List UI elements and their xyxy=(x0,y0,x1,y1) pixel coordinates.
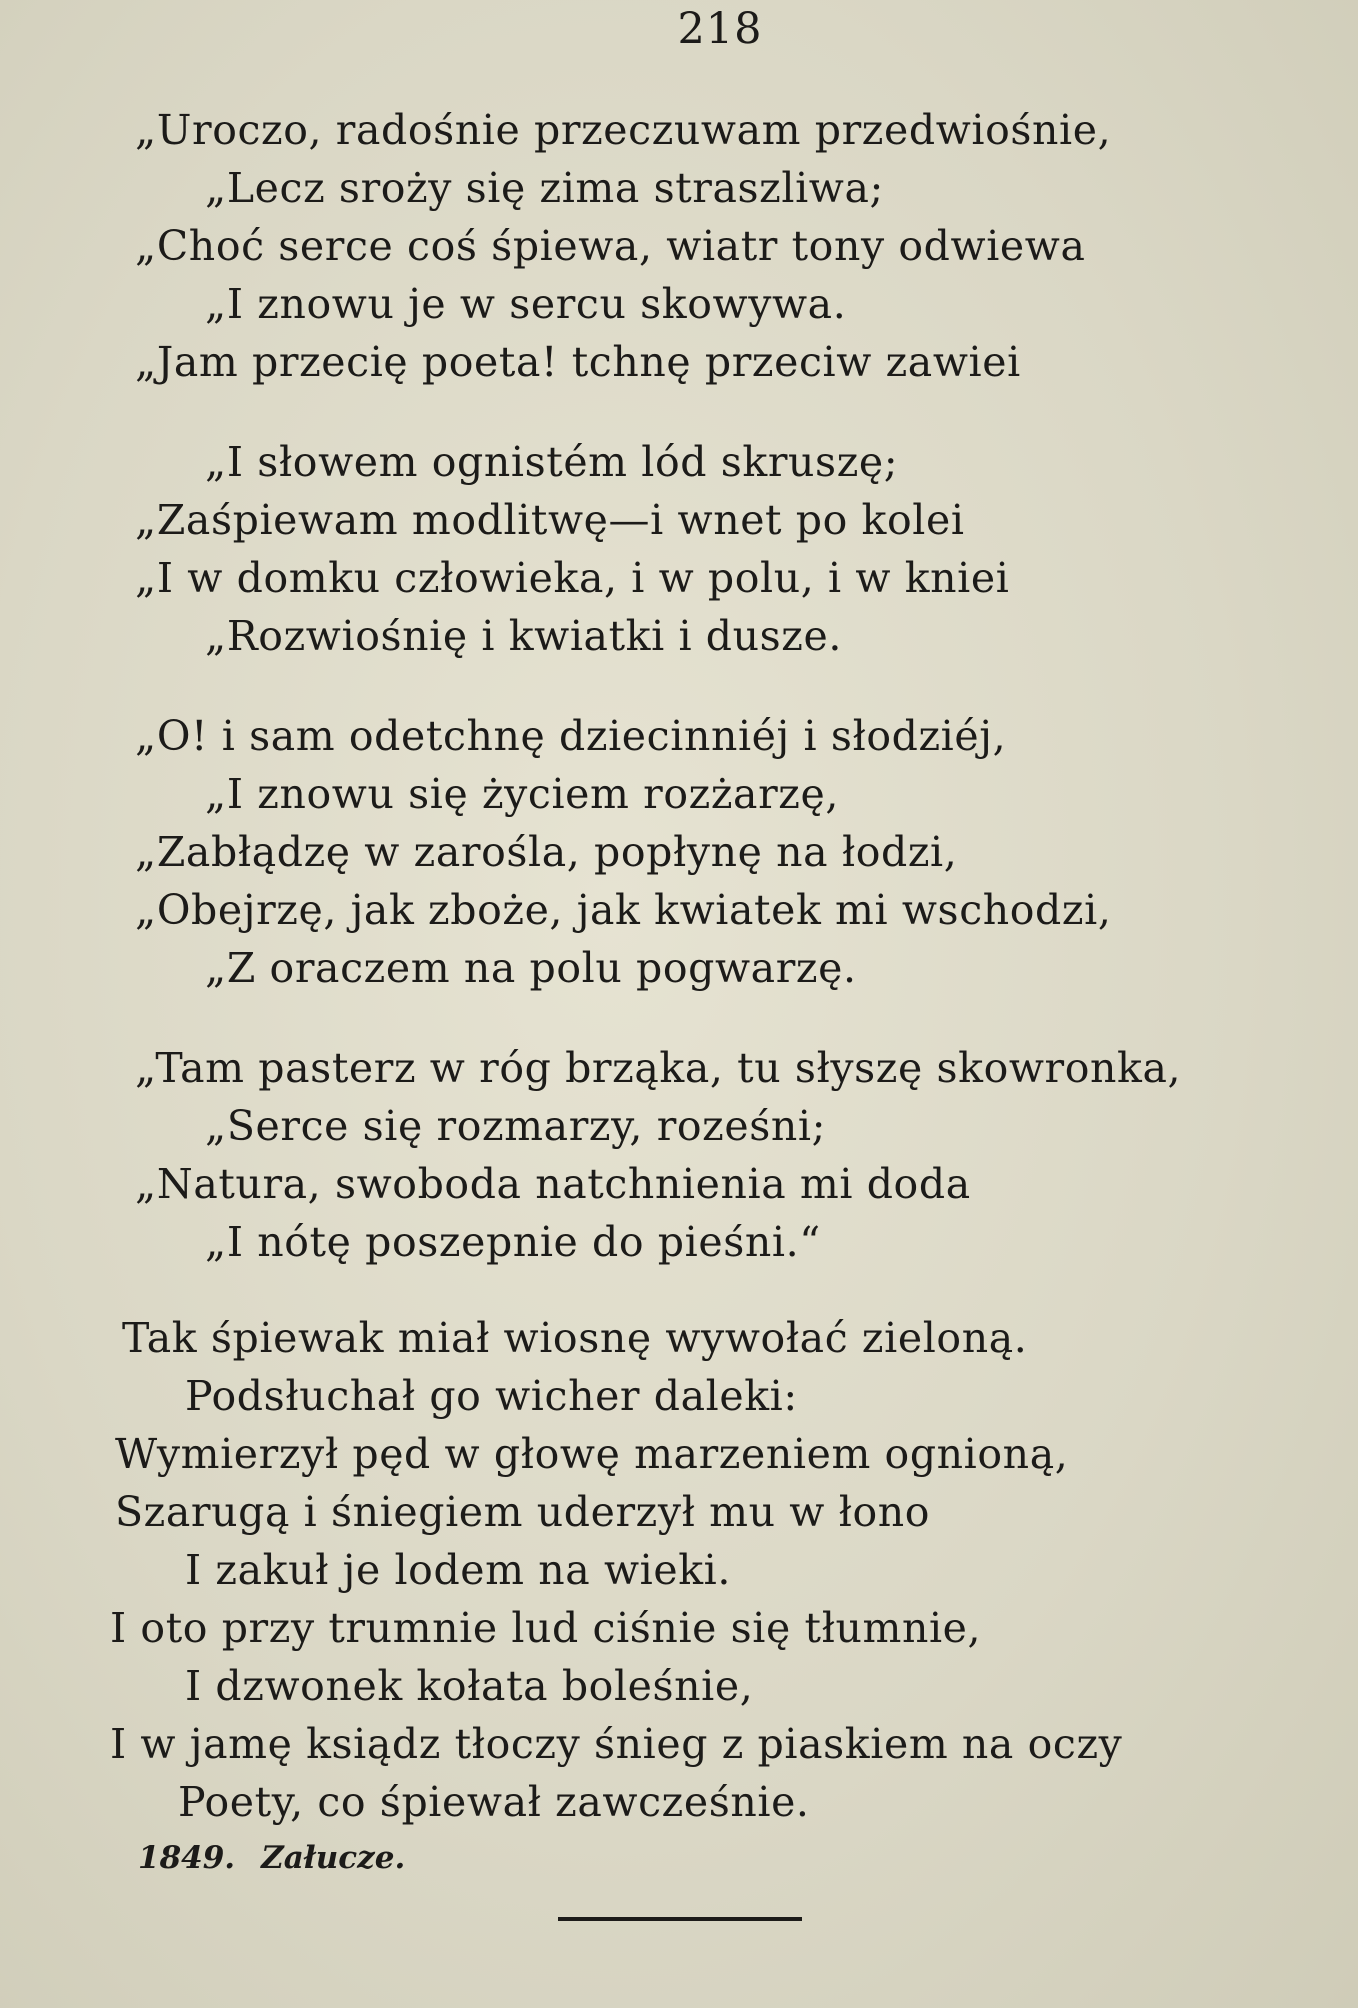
poem-line: „Lecz sroży się zima straszliwa; xyxy=(205,164,884,212)
poem-line: „Serce się rozmarzy, roześni; xyxy=(205,1102,827,1150)
dateline-place: Załucze. xyxy=(261,1840,406,1876)
poem-line: Podsłuchał go wicher daleki: xyxy=(185,1372,798,1420)
poem-line: „I w domku człowieka, i w polu, i w kniei xyxy=(135,554,1010,602)
poem-line: Poety, co śpiewał zawcześnie. xyxy=(178,1778,810,1826)
poem-line: „I znowu się życiem rozżarzę, xyxy=(205,770,839,818)
poem-line: „I nótę poszepnie do pieśni.“ xyxy=(205,1218,821,1266)
poem-line: „O! i sam odetchnę dziecinniéj i słodziéj, xyxy=(135,712,1007,760)
poem-line: „I słowem ognistém lód skruszę; xyxy=(205,438,899,486)
poem-line: Szarugą i śniegiem uderzył mu w łono xyxy=(115,1488,931,1536)
poem-line: „Uroczo, radośnie przeczuwam przedwiośnie, xyxy=(135,106,1112,154)
poem-line: Tak śpiewak miał wiosnę wywołać zieloną. xyxy=(122,1314,1028,1362)
poem-line: „Zabłądzę w zarośla, popłynę na łodzi, xyxy=(135,828,958,876)
dateline-year: 1849. xyxy=(138,1840,236,1876)
poem-line: „Obejrzę, jak zboże, jak kwiatek mi wschodzi, xyxy=(135,886,1112,934)
poem-line: „Zaśpiewam modlitwę—i wnet po kolei xyxy=(135,496,965,544)
poem-line: „Jam przecię poeta! tchnę przeciw zawiei xyxy=(135,338,1021,386)
poem-line: I oto przy trumnie lud ciśnie się tłumnie, xyxy=(110,1604,982,1652)
poem-line: I dzwonek kołata boleśnie, xyxy=(185,1662,754,1710)
section-divider xyxy=(558,1917,802,1921)
poem-line: „Z oraczem na polu pogwarzę. xyxy=(205,944,857,992)
dateline xyxy=(138,1840,405,1876)
poem-line: „Natura, swoboda natchnienia mi doda xyxy=(135,1160,971,1208)
poem-line: „Tam pasterz w róg brząka, tu słyszę skowronka, xyxy=(135,1044,1182,1092)
poem-line: „Rozwiośnię i kwiatki i dusze. xyxy=(205,612,842,660)
page-number: 218 xyxy=(677,4,763,54)
poem-line: I w jamę ksiądz tłoczy śnieg z piaskiem na oczy xyxy=(110,1720,1123,1768)
poem-line: „Choć serce coś śpiewa, wiatr tony odwiewa xyxy=(135,222,1086,270)
poem-line: Wymierzył pęd w głowę marzeniem ognioną, xyxy=(115,1430,1069,1478)
poem-line: I zakuł je lodem na wieki. xyxy=(185,1546,732,1594)
poem-line: „I znowu je w sercu skowywa. xyxy=(205,280,847,328)
